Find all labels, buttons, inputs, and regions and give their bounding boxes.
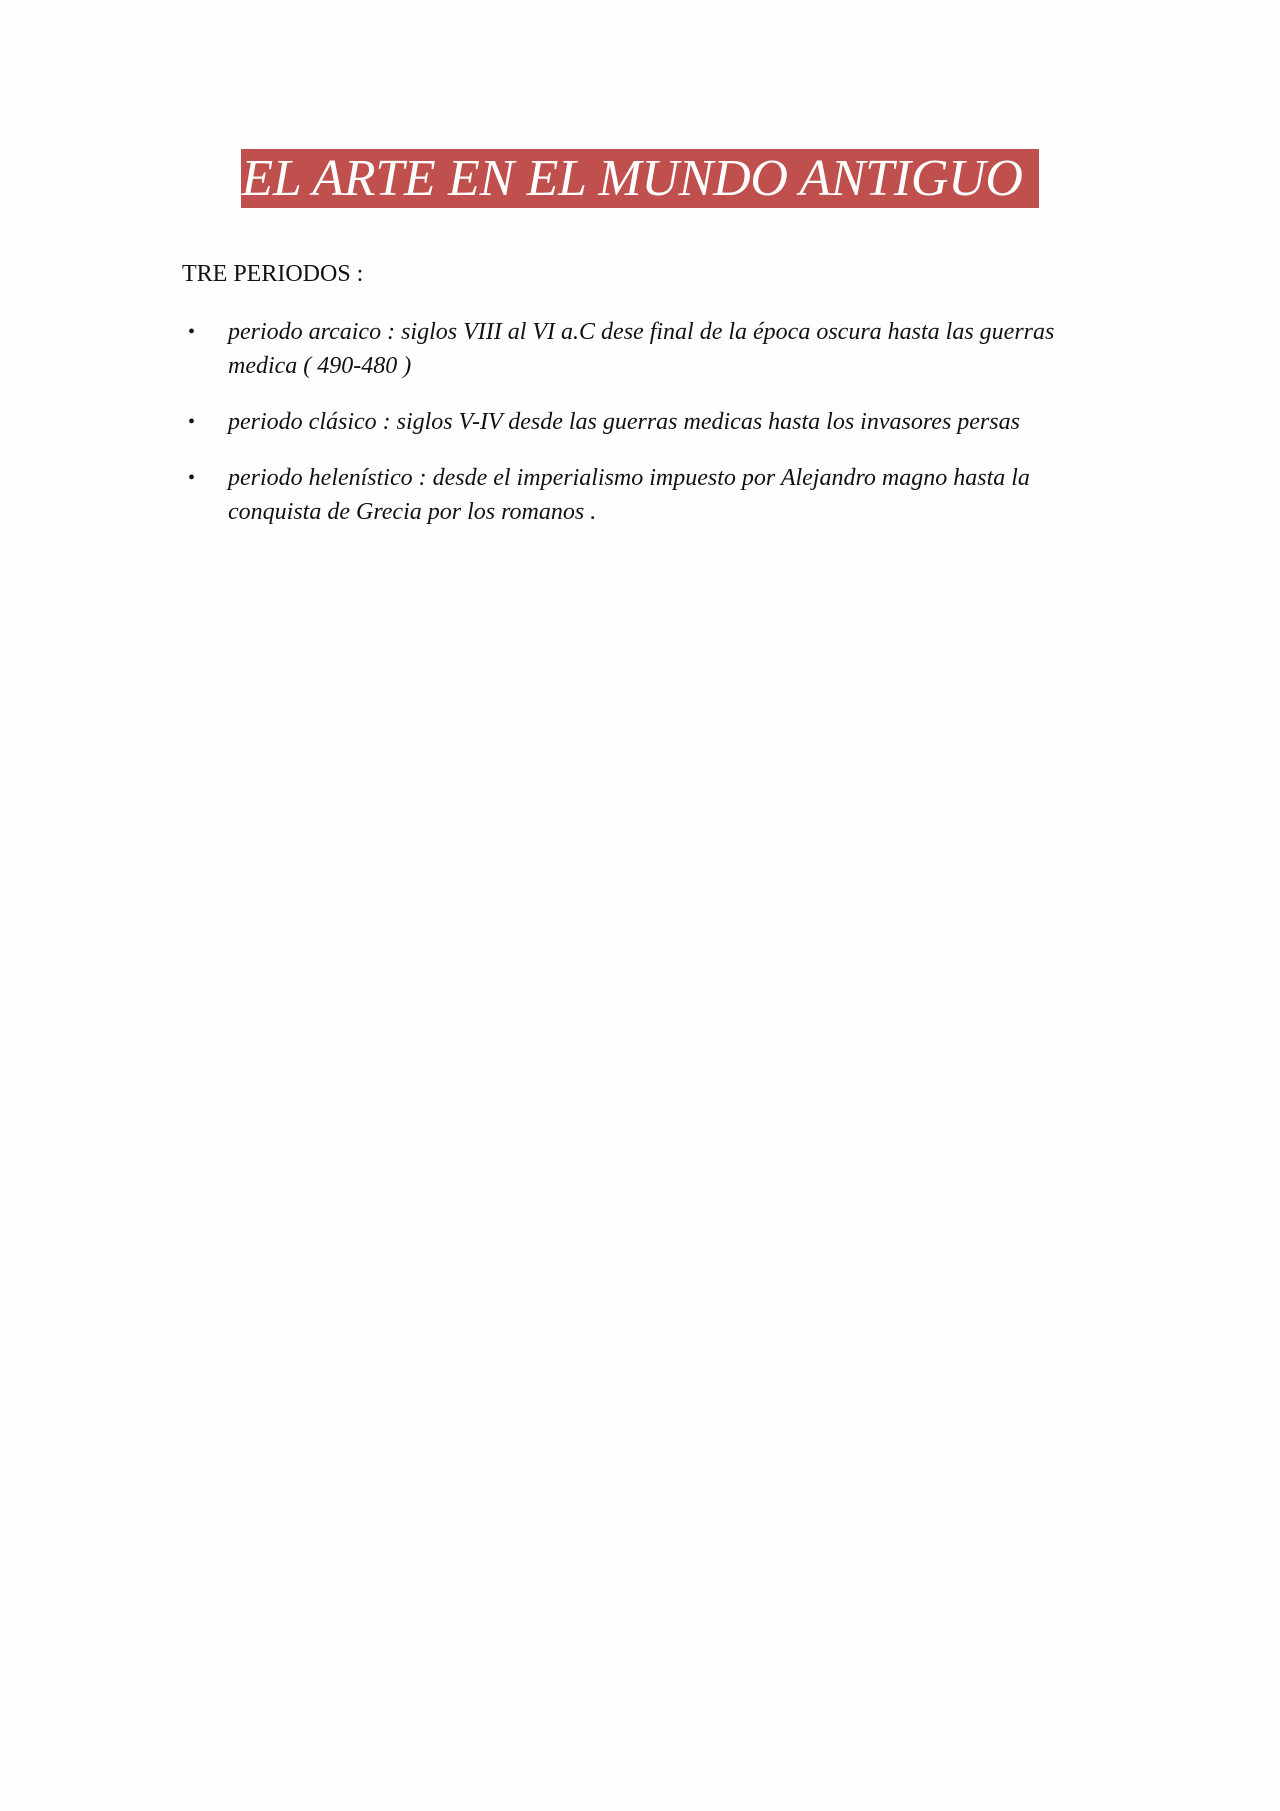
list-item-text: periodo helenístico : desde el imperialismo impuesto por Alejandro magno hasta la conquista de Grecia por los romanos . — [228, 465, 1030, 525]
bullet-icon: • — [188, 321, 196, 343]
intro-heading: TRE PERIODOS : — [182, 261, 364, 287]
title-container — [0, 149, 1280, 208]
document-title: EL ARTE EN EL MUNDO ANTIGUO — [241, 149, 1038, 208]
list-item — [182, 315, 1102, 383]
periods-list — [182, 315, 1102, 551]
bullet-icon: • — [188, 411, 196, 433]
list-item-text: periodo arcaico : siglos VIII al VI a.C dese final de la época oscura hasta las guerras medica ( 490-480 ) — [228, 319, 1055, 379]
list-item-text: periodo clásico : siglos V-IV desde las guerras medicas hasta los invasores persas — [228, 409, 1020, 435]
list-item — [182, 405, 1102, 439]
list-item — [182, 461, 1102, 529]
bullet-icon: • — [188, 467, 196, 489]
